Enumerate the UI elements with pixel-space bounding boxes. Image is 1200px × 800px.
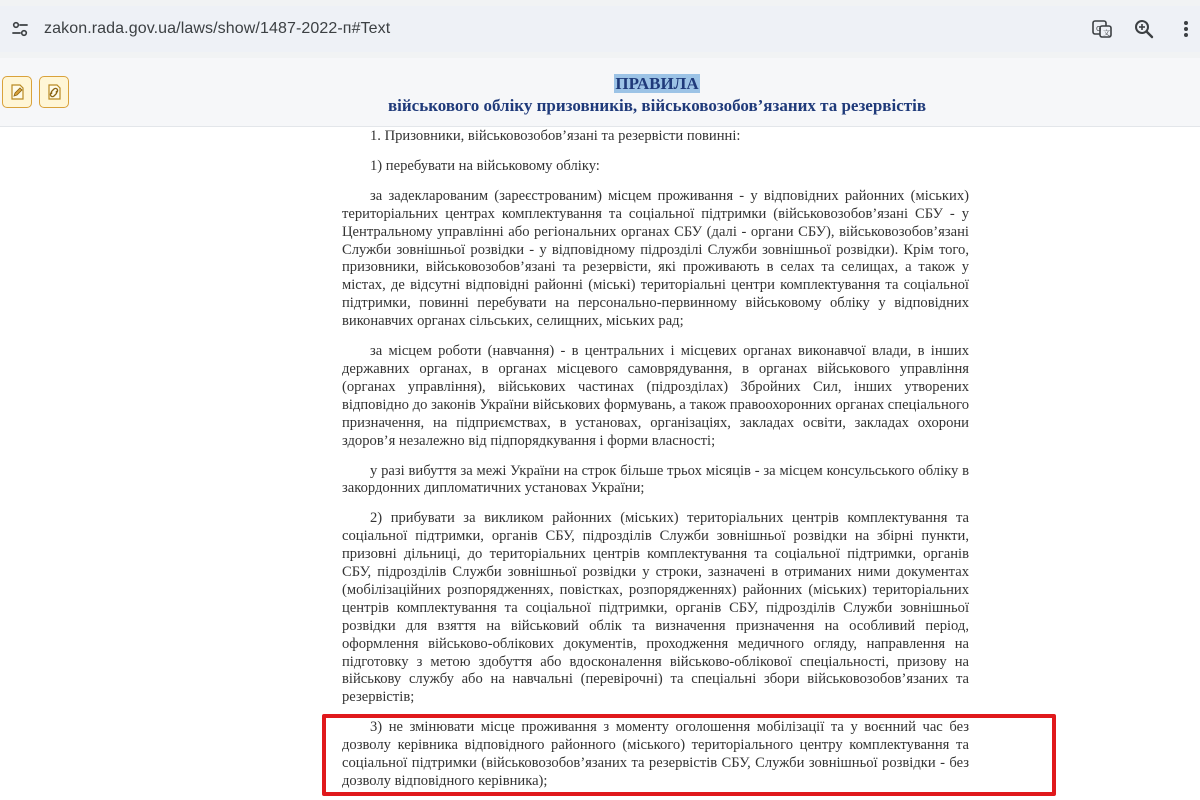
paragraph: 2) прибувати за викликом районних (міських) територіальних центрів комплектування та соціальної підтримки, органів СБУ, підрозділів Служби зовнішньої розвідки на збірні пункти, призовні дільниці, до територіальних центрів комплектування та соціальної підтримки, органів СБУ, підрозділів Служби зовнішньої розвідки у строки, зазначені в отриманих ними документах (мобілізаційних розпорядженнях, повістках, розпорядженнях) районних (міських) територіальних центрів комплектування та соціальної підтримки, органів СБУ, підрозділів Служби зовнішньої розвідки для взяття на військовий облік та визначення призначення на особливий період, оформлення військово-облікових документів, проходження медичного огляду, направлення на підготовку з метою здобуття або вдосконалення військово-облікової спеціальності, призову на військову службу або на навчальні (перевірочні) та спеціальні збори військовозобов’язаних та резервістів; — [342, 510, 969, 706]
paragraph: за місцем роботи (навчання) - в центральних і місцевих органах виконавчої влади, в інших державних органах, в органах місцевого самоврядування, в органах військового управління (органах управління), військових частинах (підрозділах) Збройних Сил, інших утворених відповідно до законів України військових формувань, а також правоохоронних органах спеціального призначення, на підприємствах, в установах, організаціях, закладах освіти, закладах охорони здоров’я незалежно від підпорядкування і форми власності; — [342, 343, 969, 449]
address-bar[interactable] — [0, 6, 1200, 52]
svg-text:G: G — [1096, 25, 1102, 33]
paragraph: 3) не змінювати місце проживання з моменту оголошення мобілізації та у воєнний час без дозволу керівника відповідного районного (міського) територіального центру комплектування та соціальної підтримки (військовозобов’язаних та резервістів СБУ, Служби зовнішньої розвідки - без дозволу відповідного керівника); — [342, 719, 969, 789]
zoom-icon[interactable] — [1132, 17, 1156, 41]
document-header — [0, 58, 1200, 127]
browser-toolbar — [0, 0, 1200, 58]
document-title — [0, 74, 1200, 94]
more-icon[interactable] — [1174, 17, 1198, 41]
svg-text:文: 文 — [1103, 29, 1110, 37]
site-settings-icon[interactable] — [10, 19, 30, 39]
document-body — [342, 128, 969, 791]
url-text[interactable]: zakon.rada.gov.ua/laws/show/1487-2022-п#Text — [44, 20, 391, 37]
paragraph: 1) перебувати на військовому обліку: — [370, 157, 600, 174]
paragraph: у разі вибуття за межі України на строк більше трьох місяців - за місцем консульського обліку в закордонних дипломатичних установах України; — [342, 462, 969, 497]
document-title-text: ПРАВИЛА — [615, 74, 699, 93]
document-subtitle: військового обліку призовників, військовозобов’язаних та резервістів — [387, 96, 927, 115]
paragraph: 1. Призовники, військовозобов’язані та резервісти повинні: — [370, 128, 741, 144]
paragraph: за задекларованим (зареєстрованим) місцем проживання - у відповідних районних (міських) територіальних центрах комплектування та соціальної підтримки (військовозобов’язані СБУ - у Центральному управлінні або регіональних органах СБУ (далі - органи СБУ), військовозобов’язані Служби зовнішньої розвідки - у відповідному підрозділі Служби зовнішньої розвідки). Крім того, призовники, військовозобов’язані та резервісти, які проживають в селах та селищах, а також у містах, де відсутні відповідні районні (міські) територіальні центри комплектування та соціальної підтримки, повинні перебувати на персонально-первинному військовому обліку у відповідних виконавчих органах сільських, селищних, міських рад; — [342, 187, 969, 330]
translate-icon[interactable] — [1090, 17, 1114, 41]
